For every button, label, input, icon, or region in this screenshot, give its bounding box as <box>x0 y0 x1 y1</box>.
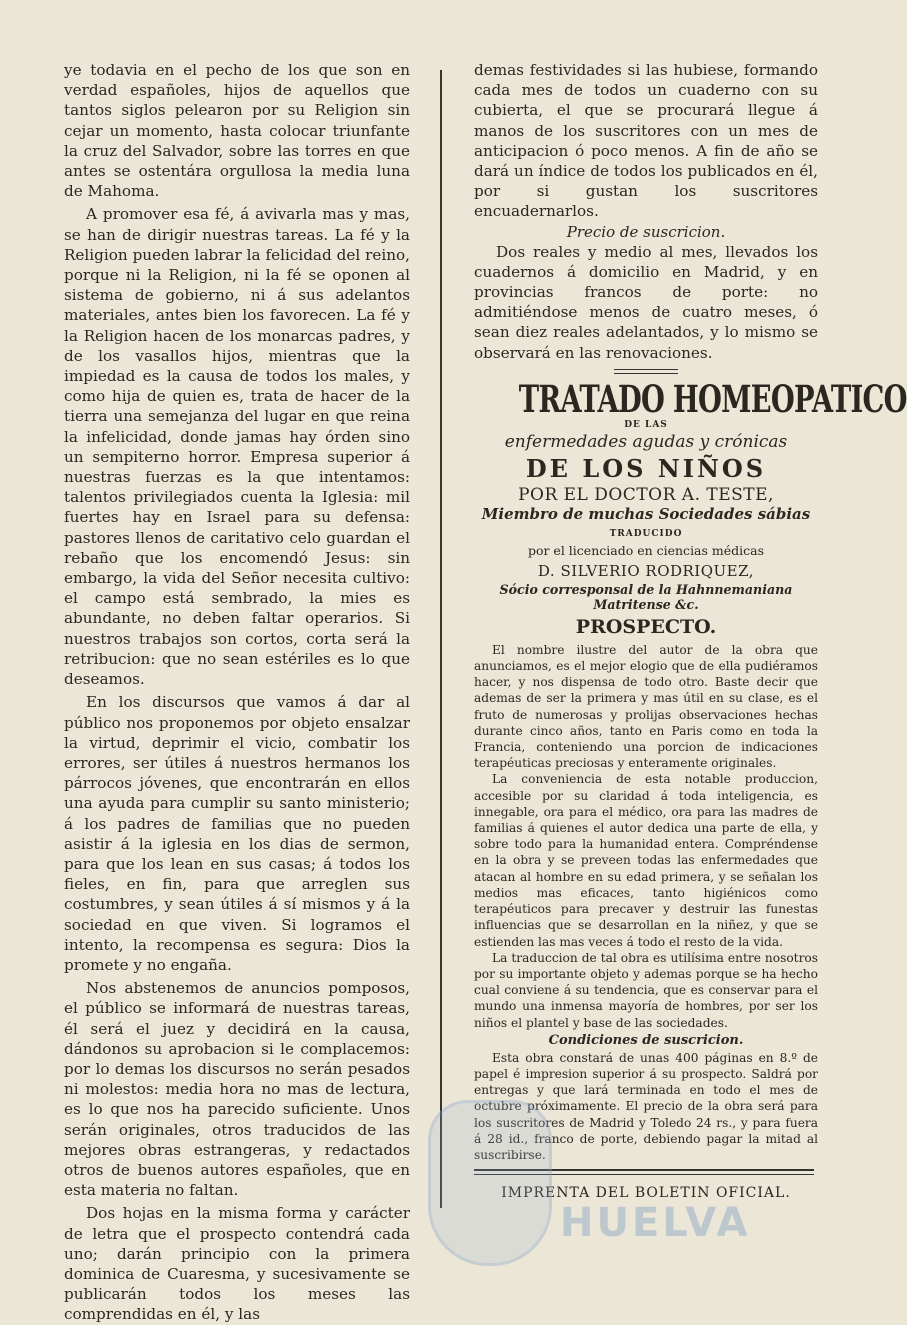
left-paragraph-4: Nos abstenemos de anuncios pomposos, el público se informará de nuestras tareas, él será el juez y decidirá en la causa, dándonos su aprobacion si le complacemos: por lo demas los discursos no serán pesados ni molestos: media hora no mas de lectura, es lo que nos ha parecido suficiente. Unos serán originales, otros traducidos de las mejores obras estrangeras, y redactados otros de buenos autores españoles, que en esta materia no faltan. <box>64 979 410 1200</box>
ad-traducido: TRADUCIDO <box>609 528 683 539</box>
ad-prospecto-heading: PROSPECTO. <box>575 615 717 638</box>
ad-subtitle: enfermedades agudas y crónicas <box>504 431 788 452</box>
left-paragraph-1: ye todavia en el pecho de los que son en verdad españoles, hijos de aquellos que tantos siglos pelearon por su Religion sin cejar un momento, hasta colocar triunfante la cruz del Salvador, sobre las torres en que antes se ostentára orgullosa la media luna de Mahoma. <box>64 61 410 201</box>
printer-imprint: IMPRENTA DEL BOLETIN OFICIAL. <box>501 1185 791 1202</box>
left-paragraph-3: En los discursos que vamos á dar al público nos proponemos por objeto ensalzar la virtud, deprimir el vicio, combatir los errores, ser útiles á nuestros hermanos los párrocos jóvenes, que encontrarán en ellos una ayuda para cumplir su santo ministerio; á los padres de familias que no pueden asistir á la iglesia en los dias de sermon, para que los lean en sus casas; á todos los fieles, en fin, para que arreglen sus costumbres, y sean útiles á sí mismos y á la sociedad en que viven. Si logramos el intento, la recompensa es segura: Dios la promete y no engaña. <box>64 693 410 974</box>
ad-title: TRATADO HOMEOPATICO <box>518 376 907 421</box>
column-divider <box>440 70 442 1208</box>
ad-de-las: DE LAS <box>624 419 668 430</box>
precio-heading: Precio de suscricion. <box>566 222 726 241</box>
left-paragraph-2: A promover esa fé, á avivarla mas y mas, se han de dirigir nuestras tareas. La fé y la Religion pueden labrar la felicidad del reino, porque ni la Religion, ni la fé se oponen al sistema de gobierno, ni á sus adelantos materiales, antes bien los favorecen. La fé y la Religion hacen de los monarcas padres, y de los vasallos hijos, mientras que la impiedad es la causa de todos los males, y como hija de quien es, trata de hacer de la tierra una semejanza del lugar en que reina la infelicidad, donde jamas hay órden sino un sempiterno horror. Empresa superior á nuestras fuerzas es la que intentamos: talentos privilegiados cuenta la Iglesia: mil fuertes hay en Israel para su defensa: pastores llenos de caritativo celo guardan el rebaño que los encomendó Jesus: sin embargo, la vida del Señor necesita cultivo: el campo está sembrado, la mies es abundante, no deben faltar operarios. Si nuestros trabajos son cortos, corta será la retribucion: que no sean estériles es lo que deseamos. <box>64 205 410 689</box>
ad-author-desc: Miembro de muchas Sociedades sábias <box>481 504 811 523</box>
book-advertisement <box>474 376 907 1163</box>
ad-paragraph-2: La conveniencia de esta notable produccion, accesible por su claridad á toda inteligencia, es innegable, ora para el médico, ora para las madres de familias á quienes el autor dedica una parte de ella, y sobre todo para la humanidad entera. Compréndense en la obra y se preveen todas las enfermedades que atacan al hombre en su edad primera, y se señalan los medios mas eficaces, tanto higiénicos como terapéuticos para precaver y destruir las funestas influencias que se desarrollan en la niñez, y que se estienden las mas veces á todo el resto de la vida. <box>474 772 818 949</box>
archive-seal-watermark <box>428 1100 552 1266</box>
right-paragraph-2: Dos reales y medio al mes, llevados los cuadernos á domicilio en Madrid, y en provincias francos de porte: no admitiéndose menos de cuatro meses, ó sean diez reales adelantados, y lo mismo se observará en las renovaciones. <box>474 242 818 362</box>
left-column <box>64 60 410 1325</box>
ad-divider <box>614 369 678 374</box>
ad-conditions-heading: Condiciones de suscricion. <box>548 1032 744 1048</box>
archive-watermark-text: HUELVA <box>560 1200 751 1246</box>
ad-conditions-paragraph: Esta obra constará de unas 400 páginas en 8.º de papel é impresion superior á su prospecto. Saldrá por entregas y que lará terminada en todo el mes de octubre próximamente. El precio de la obra será para los suscritores de Madrid y Toledo 24 rs., y para fuera á 28 id., franco de porte, debiendo pagar la mitad al suscribirse. <box>474 1050 818 1162</box>
ad-translator-prefix: por el licenciado en ciencias médicas <box>527 542 765 558</box>
left-paragraph-5: Dos hojas en la misma forma y carácter de letra que el prospecto contendrá cada uno; darán principio con la primera dominica de Cuaresma, y sucesivamente se publicarán todos los meses las comprendidas en él, y las <box>64 1204 410 1324</box>
right-column <box>474 60 907 1202</box>
right-paragraph-1: demas festividades si las hubiese, formando cada mes de todos un cuaderno con su cubierta, el que se procurará llegue á manos de los suscritores con un mes de anticipacion ó poco menos. A fin de año se dará un índice de todos los publicados en él, por si gustan los suscritores encuadernarlos. <box>474 61 818 221</box>
ad-paragraph-1: El nombre ilustre del autor de la obra que anunciamos, es el mejor elogio que de ella pudiéramos hacer, y nos dispensa de todo otro. Baste decir que ademas de ser la primera y mas útil en su clase, es el fruto de numerosas y prolijas observaciones hechas durante cinco años, tanto en Paris como en toda la Francia, conteniendo una porcion de indicaciones terapéuticas preciosas y enteramente originales. <box>474 642 818 771</box>
ad-translator-desc: Sócio corresponsal de la Hahnnemaniana Matritense &c. <box>499 581 793 612</box>
ad-paragraph-3: La traduccion de tal obra es utilísima entre nosotros por su importante objeto y ademas porque se ha hecho cual conviene á su tendencia, que es conservar para el mundo una inmensa mayoría de hombres, por ser los niños el plantel y base de las sociedades. <box>474 950 818 1030</box>
ad-author: POR EL DOCTOR A. TESTE, <box>518 484 774 505</box>
ad-ninos: DE LOS NIÑOS <box>525 453 767 483</box>
ad-translator: D. SILVERIO RODRIQUEZ, <box>537 561 755 580</box>
